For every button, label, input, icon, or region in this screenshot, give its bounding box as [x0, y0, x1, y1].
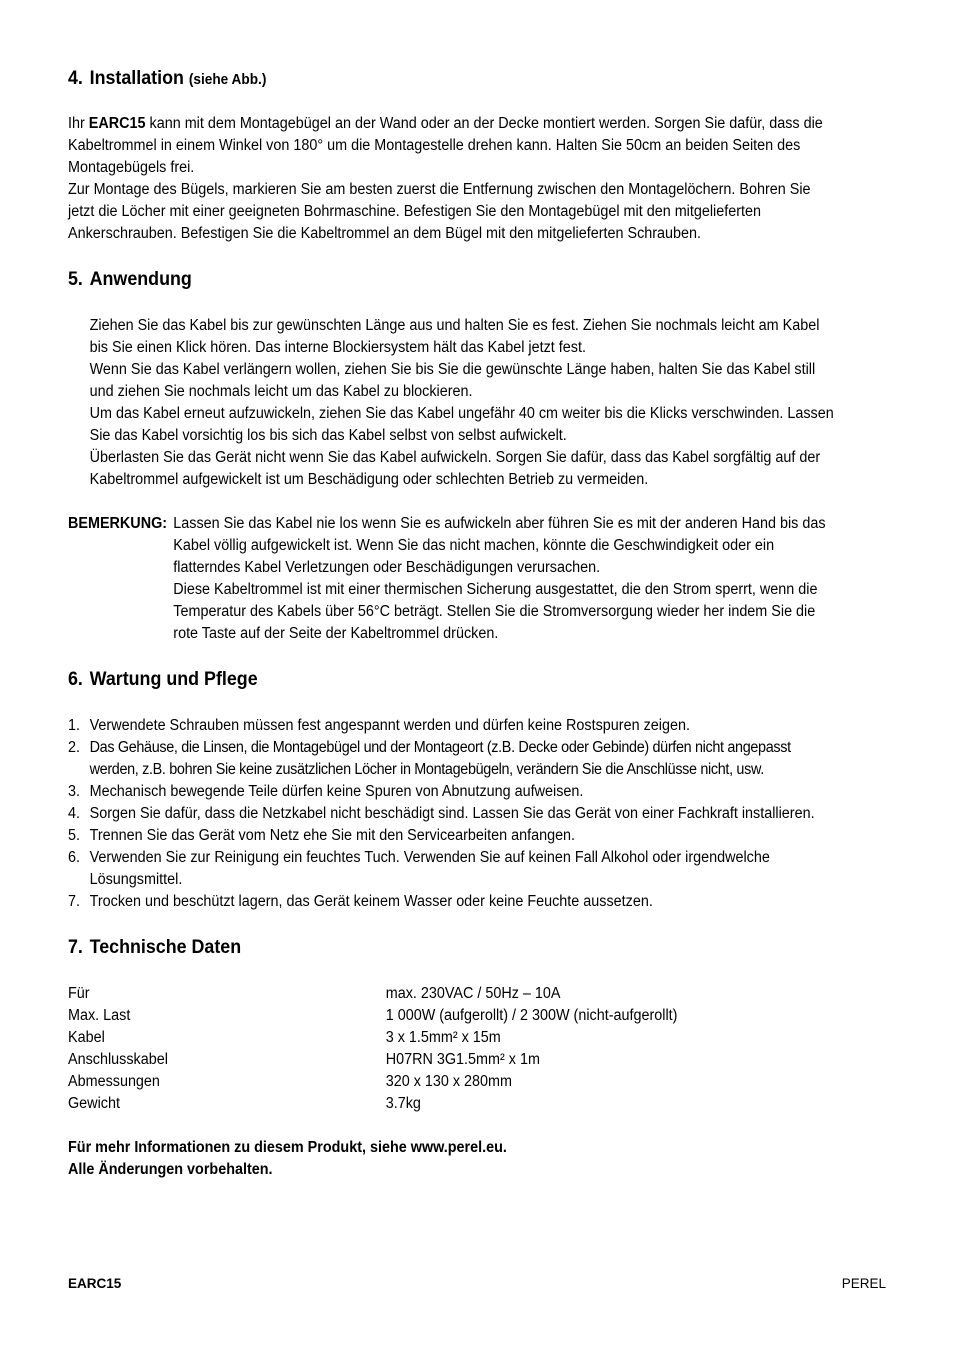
section-5-heading: 5. Anwendung — [68, 269, 192, 290]
usage-paragraph: Ziehen Sie das Kabel bis zur gewünschten Länge aus und halten Sie es fest. Ziehen Sie nochmals leicht am Kabel bis Sie einen Klick hören. Das interne Blockiersystem hält das Kabel jetzt fest. — [89, 317, 820, 356]
maintenance-list — [68, 715, 839, 913]
spec-label: Kabel — [68, 1029, 105, 1046]
installation-paragraph-2: Zur Montage des Bügels, markieren Sie am besten zuerst die Entfernung zwischen den Montagelöchern. Bohren Sie jetzt die Löcher mit einer geeigneten Bohrmaschine. Befestigen Sie den Montagebügel mit den mitgelieferten Ankerschrauben. Befestigen Sie die Kabeltrommel an dem Bügel mit den mitgelieferten Schrauben. — [68, 181, 811, 242]
spec-value: 3.7kg — [385, 1095, 421, 1112]
list-item: 1. Verwendete Schrauben müssen fest angespannt werden und dürfen keine Rostspuren zeigen. — [68, 717, 690, 734]
section-6-heading: 6. Wartung und Pflege — [68, 669, 258, 690]
changes-reserved-text: Alle Änderungen vorbehalten. — [68, 1161, 273, 1178]
manual-page — [68, 66, 839, 1181]
list-item: 6. Verwenden Sie zur Reinigung ein feuchtes Tuch. Verwenden Sie auf keinen Fall Alkohol oder irgendwelche Lösungsmittel. — [68, 849, 770, 888]
note-block — [68, 513, 839, 645]
spec-value: 320 x 130 x 280mm — [385, 1073, 513, 1090]
note-paragraph: Diese Kabeltrommel ist mit einer thermischen Sicherung ausgestattet, die den Strom sperrt, wenn die Temperatur des Kabels über 56°C beträgt. Stellen Sie die Stromversorgung wieder her indem Sie die rote Taste auf der Seite der Kabeltrommel drücken. — [173, 581, 818, 642]
footer-brand: PEREL — [841, 1276, 886, 1291]
usage-paragraph: Um das Kabel erneut aufzuwickeln, ziehen Sie das Kabel ungefähr 40 cm weiter bis die Klicks verschwinden. Lassen Sie das Kabel vorsichtig los bis sich das Kabel selbst von selbst aufwickelt. — [89, 405, 834, 444]
spec-label: Für — [68, 985, 90, 1002]
spec-label: Abmessungen — [68, 1073, 160, 1090]
usage-paragraph: Überlasten Sie das Gerät nicht wenn Sie das Kabel aufwickeln. Sorgen Sie dafür, dass das Kabel sorgfältig auf der Kabeltrommel aufgewickelt ist um Beschädigung oder schlechten Betrieb zu vermeiden. — [89, 449, 821, 488]
spec-table — [68, 983, 839, 1115]
section-7-heading: 7. Technische Daten — [68, 937, 242, 958]
note-paragraph: Lassen Sie das Kabel nie los wenn Sie es aufwickeln aber führen Sie es mit der anderen Hand bis das Kabel völlig aufgewickelt ist. Wenn Sie das nicht machen, könnte die Geschwindigkeit oder ein flatterndes Kabel Verletzungen oder Beschädigungen verursachen. — [173, 515, 826, 576]
section-4-heading: 4. Installation (siehe Abb.) — [68, 68, 267, 89]
spec-value: H07RN 3G1.5mm² x 1m — [385, 1051, 540, 1068]
spec-label: Max. Last — [68, 1007, 131, 1024]
installation-paragraph-1: Ihr EARC15 kann mit dem Montagebügel an der Wand oder an der Decke montiert werden. Sorgen Sie dafür, dass die Kabeltrommel in einem Winkel von 180° um die Montagestelle drehen kann. Halten Sie 50cm an beiden Seiten des Montagebügels frei. — [68, 115, 823, 176]
spec-value: 3 x 1.5mm² x 15m — [385, 1029, 501, 1046]
usage-instructions — [68, 315, 839, 491]
spec-value: 1 000W (aufgerollt) / 2 300W (nicht-aufgerollt) — [385, 1007, 678, 1024]
more-info-text: Für mehr Informationen zu diesem Produkt, siehe www.perel.eu. — [68, 1139, 507, 1156]
note-label: BEMERKUNG: — [68, 515, 168, 532]
usage-paragraph: Wenn Sie das Kabel verlängern wollen, ziehen Sie bis Sie die gewünschte Länge haben, halten Sie das Kabel still und ziehen Sie nochmals leicht um das Kabel zu blockieren. — [89, 361, 816, 400]
list-item: 5. Trennen Sie das Gerät vom Netz ehe Sie mit den Servicearbeiten anfangen. — [68, 827, 576, 844]
list-item: 7. Trocken und beschützt lagern, das Gerät keinem Wasser oder keine Feuchte aussetzen. — [68, 893, 653, 910]
model-name: EARC15 — [88, 115, 146, 132]
list-item: 2. Das Gehäuse, die Linsen, die Montagebügel und der Montageort (z.B. Decke oder Gebinde) dürfen nicht angepasst werden, z.B. bohren Sie keine zusätzlichen Löcher in Montagebügeln, verändern Sie die Anschlüsse nicht, usw. — [68, 739, 791, 778]
list-item: 4. Sorgen Sie dafür, dass die Netzkabel nicht beschädigt sind. Lassen Sie das Gerät von einer Fachkraft installieren. — [68, 805, 815, 822]
spec-value: max. 230VAC / 50Hz – 10A — [385, 985, 561, 1002]
footer-model: EARC15 — [68, 1276, 122, 1291]
spec-label: Gewicht — [68, 1095, 120, 1112]
list-item: 3. Mechanisch bewegende Teile dürfen keine Spuren von Abnutzung aufweisen. — [68, 783, 584, 800]
spec-label: Anschlusskabel — [68, 1051, 168, 1068]
